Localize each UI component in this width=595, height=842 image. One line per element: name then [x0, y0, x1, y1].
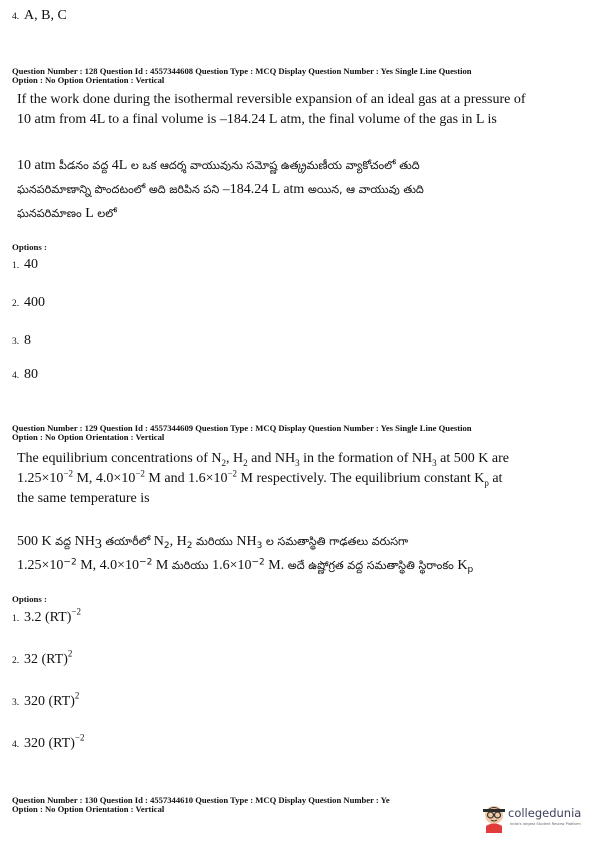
te-text: ఘనపరిమాణాన్ని పొందటంలో అది జరిపిన పని — [17, 183, 223, 196]
q-text: M, 4.0×10 — [72, 471, 136, 486]
te-math: 4L — [111, 158, 128, 173]
option-number: 4. — [12, 371, 20, 381]
te-text: లలో — [93, 207, 117, 220]
logo-tagline: India's largest Student Review Platform — [510, 822, 581, 826]
q129-meta-line1: Question Number : 129 Question Id : 4557344609 Question Type : MCQ Display Question Number : Yes Single Line Question — [12, 423, 472, 433]
q128-meta-line1: Question Number : 128 Question Id : 4557344608 Question Type : MCQ Display Question Number : Yes Single Line Question — [12, 66, 472, 76]
q128-option-2[interactable] — [12, 293, 45, 311]
q129-options-header: Options : — [12, 594, 47, 604]
subscript: 3 — [256, 541, 263, 552]
q-text: at — [488, 471, 503, 486]
te-math: L — [85, 206, 94, 221]
logo-title: collegedunia — [508, 806, 582, 820]
option-text: 320 (RT) — [24, 694, 75, 709]
q128-english-line2: 10 atm from 4L to a final volume is –184.24 L atm, the final volume of the gas in L is — [17, 112, 497, 127]
te-math: NH — [236, 534, 257, 549]
q129-option-3[interactable] — [12, 692, 79, 710]
option-number: 1. — [12, 261, 20, 271]
te-text: పీడనం వద్ద — [55, 159, 112, 172]
q-text: and NH — [247, 451, 296, 466]
q130-meta-line2: Option : No Option Orientation : Vertical — [12, 804, 165, 814]
q128-option-3[interactable] — [12, 331, 31, 349]
q128-telugu-line1 — [17, 156, 582, 176]
te-math: 500 K — [17, 534, 52, 549]
option-4-prev — [12, 6, 67, 24]
q-text: M and 1.6×10 — [144, 471, 228, 486]
te-text: అదే ఉష్ణోగ్రత వద్ద సమతాస్థితి స్థిరాంకం — [284, 559, 458, 572]
option-number: 2. — [12, 299, 20, 309]
option-number: 3. — [12, 337, 20, 347]
superscript: −2 — [63, 468, 73, 479]
q129-telugu-line1 — [17, 532, 582, 552]
option-number: 3. — [12, 698, 20, 708]
subscript: 2 — [221, 457, 226, 468]
option-number: 1. — [12, 614, 20, 624]
te-math: K — [457, 558, 468, 573]
superscript: −2 — [227, 468, 238, 479]
subscript: 2 — [186, 541, 193, 552]
superscript: −2 — [135, 468, 145, 479]
option-text: 80 — [24, 367, 38, 382]
te-text: ల సమతాస్థితి గాఢతలు వరుసగా — [262, 535, 409, 548]
q128-english-line1: If the work done during the isothermal reversible expansion of an ideal gas at a pressure of — [17, 92, 526, 107]
superscript: −2 — [251, 557, 265, 568]
option-text: 40 — [24, 257, 38, 272]
superscript: −2 — [63, 557, 77, 568]
te-text: ఘనపరిమాణం — [17, 207, 86, 220]
superscript: 2 — [74, 690, 80, 701]
option-text: 400 — [24, 295, 45, 310]
q-text: The equilibrium concentrations of N — [17, 451, 222, 466]
q-text: 1.25×10 — [17, 471, 64, 486]
q129-english-line1 — [17, 449, 577, 469]
subscript: p — [467, 565, 474, 576]
q129-english-line2 — [17, 469, 577, 489]
option-number: 4. — [12, 740, 20, 750]
q-text: M respectively. The equilibrium constant K — [237, 471, 485, 486]
subscript: 2 — [243, 457, 248, 468]
te-math: –184.24 L atm — [222, 182, 305, 197]
subscript: p — [484, 477, 489, 488]
q128-telugu-line3 — [17, 204, 582, 224]
collegedunia-logo — [481, 800, 591, 836]
te-text: అయిన, ఆ వాయువు తుది — [304, 183, 424, 196]
q129-english-line3: the same temperature is — [17, 491, 150, 506]
option-number: 4. — [12, 12, 20, 22]
mascot-icon — [481, 802, 507, 834]
subscript: 3 — [432, 457, 437, 468]
q129-option-4[interactable] — [12, 734, 84, 752]
superscript: −2 — [74, 732, 85, 743]
q128-option-1[interactable] — [12, 255, 38, 273]
te-math: N — [153, 534, 164, 549]
te-text: మరియు — [168, 559, 213, 572]
q129-option-2[interactable] — [12, 650, 72, 668]
option-text: 32 (RT) — [24, 652, 68, 667]
te-math: NH — [74, 534, 95, 549]
option-text: 3.2 (RT) — [24, 610, 72, 625]
q128-options-header: Options : — [12, 242, 47, 252]
q129-meta-line2: Option : No Option Orientation : Vertical — [12, 432, 165, 442]
q130-meta-line1: Question Number : 130 Question Id : 4557344610 Question Type : MCQ Display Question Number : Ye — [12, 795, 390, 805]
te-math: M. — [264, 558, 285, 573]
q129-option-1[interactable] — [12, 608, 81, 626]
q128-meta-line2: Option : No Option Orientation : Vertical — [12, 75, 165, 85]
te-text: మరియు — [192, 535, 237, 548]
option-text: 8 — [24, 333, 31, 348]
te-text: తయారీలో — [101, 535, 154, 548]
q128-option-4[interactable] — [12, 365, 38, 383]
te-text: ల ఒక ఆదర్శ వాయువును సమోష్ణ ఉత్క్రమణీయ వ్యాకోచంలో తుది — [127, 159, 420, 172]
te-math: M — [152, 558, 169, 573]
option-number: 2. — [12, 656, 20, 666]
te-math: M, 4.0×10 — [76, 558, 140, 573]
subscript: 3 — [295, 457, 300, 468]
q128-telugu-line2 — [17, 180, 582, 200]
q129-telugu-line2 — [17, 556, 582, 576]
option-text: A, B, C — [24, 8, 67, 23]
subscript: 3 — [94, 537, 102, 553]
te-math: 10 atm — [17, 158, 56, 173]
te-math: 1.6×10 — [212, 558, 252, 573]
superscript: 2 — [67, 648, 73, 659]
superscript: −2 — [139, 557, 153, 568]
te-text: వద్ద — [51, 535, 75, 548]
subscript: 2 — [163, 541, 170, 552]
q-text: , H — [226, 451, 244, 466]
te-math: , H — [169, 534, 187, 549]
te-math: 1.25×10 — [17, 558, 64, 573]
q-text: in the formation of NH — [299, 451, 433, 466]
q-text: at 500 K are — [436, 451, 509, 466]
superscript: −2 — [71, 606, 81, 617]
option-text: 320 (RT) — [24, 736, 75, 751]
